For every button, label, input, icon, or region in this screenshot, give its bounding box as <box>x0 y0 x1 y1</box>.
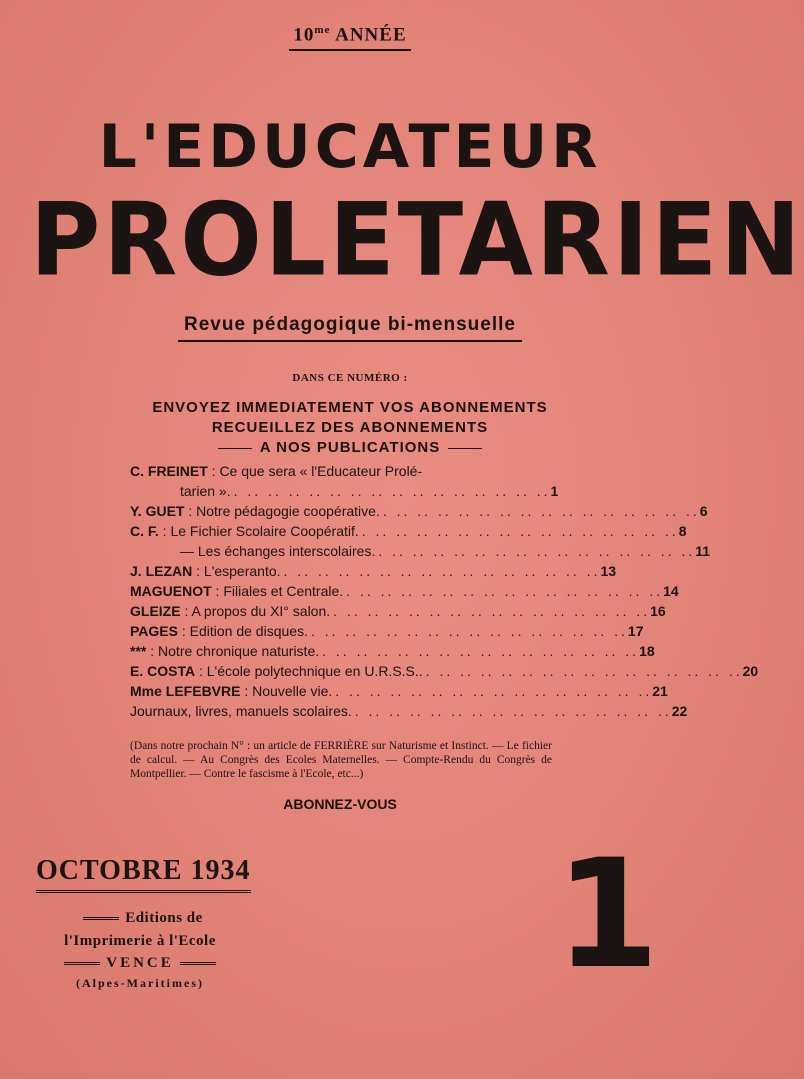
toc-author: Y. GUET <box>130 503 185 519</box>
toc-author: J. LEZAN <box>130 563 193 579</box>
toc-page-number: 17 <box>627 623 644 639</box>
toc-author: C. F. <box>130 523 159 539</box>
toc-author: E. COSTA <box>130 663 196 679</box>
toc-page-number: 21 <box>652 683 668 699</box>
publisher-city: VENCE <box>106 955 174 971</box>
toc-entry <box>130 621 644 641</box>
toc-entry <box>130 581 679 601</box>
toc-title: : Edition de disques <box>177 623 305 639</box>
headline-3-text: A NOS PUBLICATIONS <box>259 439 441 456</box>
toc-author: PAGES <box>130 623 178 639</box>
toc-leader-dots: .. .. .. .. .. .. .. .. .. .. .. .. .. .. .. .. <box>354 523 679 539</box>
toc-entry-text <box>130 501 376 521</box>
issue-date: OCTOBRE 1934 <box>36 855 251 893</box>
toc-page-number: 8 <box>678 523 687 539</box>
toc-page-number: 6 <box>699 503 708 519</box>
toc-title: Journaux, livres, manuels scolaires <box>130 703 348 719</box>
contents-heading: DANS CE NUMÉRO : <box>292 372 408 384</box>
toc-entry <box>130 541 711 561</box>
toc-entry-text <box>180 481 227 501</box>
toc-entry-text <box>130 581 339 601</box>
toc-entry-text <box>130 661 419 681</box>
toc-leader-dots: .. .. .. .. .. .. .. .. .. .. .. .. .. .. .. .. <box>418 663 743 679</box>
toc-title: : Filiales et Centrale <box>211 583 340 599</box>
toc-author: GLEIZE <box>130 603 181 619</box>
toc-leader-dots: .. .. .. .. .. .. .. .. .. .. .. .. .. .. .. .. <box>304 623 628 639</box>
year-label <box>0 24 700 51</box>
toc-entry <box>130 561 617 581</box>
toc-author: MAGUENOT <box>130 583 212 599</box>
toc-title: : Ce que sera « l'Educateur Prolé- <box>207 463 423 479</box>
subscribe-call: ABONNEZ-VOUS <box>283 796 397 812</box>
subtitle-text: Revue pédagogique bi-mensuelle <box>178 314 522 342</box>
title-line-2: PROLETARIEN <box>30 181 804 299</box>
year-superscript: me <box>314 24 331 36</box>
toc-title: : L'esperanto <box>192 563 277 579</box>
toc-page-number: 22 <box>671 703 688 719</box>
toc-title: — Les échanges interscolaires <box>180 543 372 559</box>
toc-entry-text <box>130 681 328 701</box>
issue-number: 1 <box>555 828 660 1002</box>
toc-entry-text <box>130 601 326 621</box>
rule-left <box>64 962 100 965</box>
toc-entry-text <box>130 621 304 641</box>
toc-entry <box>130 681 668 701</box>
toc-entry <box>130 501 708 521</box>
toc-title: : Le Fichier Scolaire Coopératif <box>158 523 355 539</box>
toc-entry-text <box>130 461 422 481</box>
toc-title: : L'école polytechnique en U.R.S.S. <box>195 663 419 679</box>
toc-leader-dots: .. .. .. .. .. .. .. .. .. .. .. .. .. .. .. .. <box>276 563 601 579</box>
toc-page-number: 11 <box>695 543 711 559</box>
toc-page-number: 13 <box>600 563 617 579</box>
toc-title: : Notre chronique naturiste <box>146 643 316 659</box>
headline-3 <box>0 438 700 457</box>
toc-leader-dots: .. .. .. .. .. .. .. .. .. .. .. .. .. .. .. .. <box>226 483 551 499</box>
toc-title: tarien » <box>180 483 227 499</box>
publisher-line-1 <box>36 910 244 927</box>
toc-entry <box>130 661 759 681</box>
rule-left <box>83 917 119 920</box>
toc-title: : Nouvelle vie <box>240 683 329 699</box>
rule-right <box>180 962 216 965</box>
toc-entry-text <box>130 521 355 541</box>
year-word: ANNÉE <box>335 24 407 46</box>
publisher-line-2: l'Imprimerie à l'Ecole <box>64 933 216 949</box>
toc-entry <box>130 701 688 721</box>
toc-leader-dots: .. .. .. .. .. .. .. .. .. .. .. .. .. .. .. .. <box>326 603 651 619</box>
toc-author: C. FREINET <box>130 463 208 479</box>
toc-leader-dots: .. .. .. .. .. .. .. .. .. .. .. .. .. .. .. .. <box>328 683 653 699</box>
publisher-line-1-text: Editions de <box>125 910 203 926</box>
headline-rule-left <box>218 448 252 449</box>
headline-1: ENVOYEZ IMMEDIATEMENT VOS ABONNEMENTS <box>152 399 548 416</box>
toc-entry-text <box>130 641 315 661</box>
toc-leader-dots: .. .. .. .. .. .. .. .. .. .. .. .. .. .. .. .. <box>315 643 640 659</box>
headline-rule-right <box>448 448 482 449</box>
toc-entry <box>130 601 666 621</box>
toc-entry <box>130 481 559 501</box>
toc-entry <box>130 461 550 481</box>
title-line-1: L'EDUCATEUR <box>98 112 602 182</box>
next-issue-note: (Dans notre prochain N° : un article de FERRIÈRE sur Naturisme et Instinct. — Le fichier de calcul. — Au Congrès des Ecoles Maternelles. — Compte-Rendu du Congrès de Montpellier. — Contre le fascisme à l'Ecole, etc...) <box>130 740 552 780</box>
year-number: 10 <box>293 24 315 46</box>
headline-2: RECUEILLEZ DES ABONNEMENTS <box>211 419 489 436</box>
toc-author: Mme LEFEBVRE <box>130 683 241 699</box>
toc-page-number: 16 <box>650 603 666 619</box>
toc-leader-dots: .. .. .. .. .. .. .. .. .. .. .. .. .. .. .. .. <box>339 583 664 599</box>
subtitle <box>0 314 700 342</box>
toc-leader-dots: .. .. .. .. .. .. .. .. .. .. .. .. .. .. .. .. <box>347 703 672 719</box>
toc-page-number: 20 <box>742 663 759 679</box>
toc-leader-dots: .. .. .. .. .. .. .. .. .. .. .. .. .. .. .. .. <box>371 543 696 559</box>
publisher-line-3 <box>36 955 244 972</box>
toc-title: : A propos du XI° salon <box>180 603 327 619</box>
toc-page-number: 18 <box>639 643 655 659</box>
toc-entry-text <box>130 561 277 581</box>
toc-entry <box>130 641 655 661</box>
table-of-contents <box>130 461 759 721</box>
toc-page-number: 1 <box>550 483 559 499</box>
publisher-region: (Alpes-Maritimes) <box>76 976 204 990</box>
toc-entry-text <box>130 701 348 721</box>
toc-author: *** <box>130 643 147 659</box>
toc-entry <box>130 521 687 541</box>
toc-entry-text <box>180 541 371 561</box>
toc-title: : Notre pédagogie coopérative <box>184 503 376 519</box>
toc-leader-dots: .. .. .. .. .. .. .. .. .. .. .. .. .. .. .. .. <box>375 503 700 519</box>
toc-page-number: 14 <box>663 583 679 599</box>
